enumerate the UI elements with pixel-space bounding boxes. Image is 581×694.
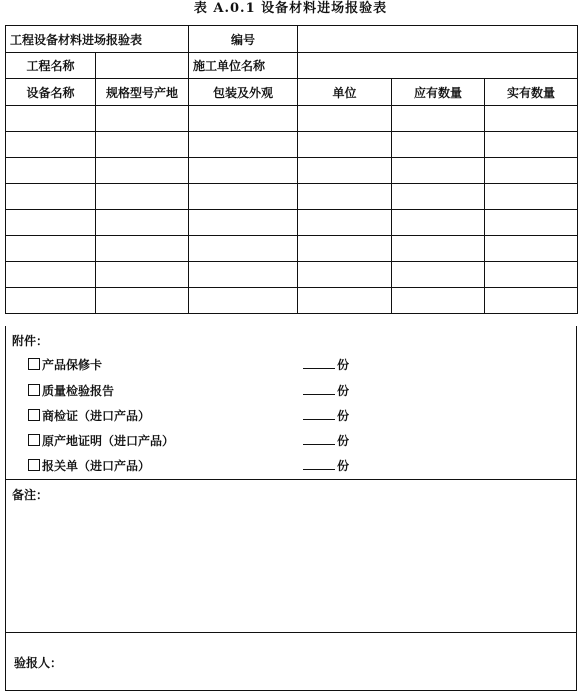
remarks-label: 备注： xyxy=(12,488,49,502)
attachment-count xyxy=(303,382,349,399)
table-cell[interactable] xyxy=(96,288,189,314)
column-header: 实有数量 xyxy=(485,79,578,106)
count-blank[interactable] xyxy=(303,394,335,395)
table-cell[interactable] xyxy=(485,132,578,158)
table-cell[interactable] xyxy=(189,132,298,158)
table-body xyxy=(6,106,578,314)
project-name-label: 工程名称 xyxy=(6,53,96,79)
table-cell[interactable] xyxy=(298,262,392,288)
table-cell[interactable] xyxy=(485,106,578,132)
checkbox[interactable] xyxy=(28,384,40,396)
table-cell[interactable] xyxy=(485,184,578,210)
table-row xyxy=(6,158,578,184)
table-cell[interactable] xyxy=(96,184,189,210)
table-row xyxy=(6,106,578,132)
table-cell[interactable] xyxy=(6,210,96,236)
table-cell[interactable] xyxy=(6,236,96,262)
table-cell[interactable] xyxy=(96,262,189,288)
count-unit: 份 xyxy=(337,434,350,448)
count-unit: 份 xyxy=(337,459,350,473)
checkbox[interactable] xyxy=(28,409,40,421)
table-cell[interactable] xyxy=(485,262,578,288)
attachment-count xyxy=(303,432,349,449)
attachment-item xyxy=(28,382,114,399)
table-cell[interactable] xyxy=(298,106,392,132)
table-cell[interactable] xyxy=(6,132,96,158)
table-cell[interactable] xyxy=(189,236,298,262)
table-cell[interactable] xyxy=(189,288,298,314)
table-cell[interactable] xyxy=(96,132,189,158)
attachment-item xyxy=(28,457,150,474)
table-cell[interactable] xyxy=(392,132,485,158)
table-cell[interactable] xyxy=(6,184,96,210)
table-row xyxy=(6,236,578,262)
table-cell[interactable] xyxy=(298,158,392,184)
table-cell[interactable] xyxy=(96,106,189,132)
count-unit: 份 xyxy=(337,409,350,423)
table-cell[interactable] xyxy=(298,288,392,314)
table-row xyxy=(6,288,578,314)
attachment-label: 质量检验报告 xyxy=(42,384,115,398)
table-row xyxy=(6,262,578,288)
inspection-form-table xyxy=(5,25,578,314)
table-cell[interactable] xyxy=(6,262,96,288)
checkbox[interactable] xyxy=(28,434,40,446)
table-cell[interactable] xyxy=(6,288,96,314)
table-row xyxy=(6,132,578,158)
attachments-label: 附件： xyxy=(12,334,49,348)
count-unit: 份 xyxy=(337,384,350,398)
table-cell[interactable] xyxy=(485,158,578,184)
column-header: 规格型号产地 xyxy=(96,79,189,106)
table-cell[interactable] xyxy=(392,106,485,132)
table-cell[interactable] xyxy=(392,288,485,314)
project-name-field[interactable] xyxy=(96,53,189,79)
count-blank[interactable] xyxy=(303,444,335,445)
column-header: 设备名称 xyxy=(6,79,96,106)
table-cell[interactable] xyxy=(485,210,578,236)
header-row-2 xyxy=(6,53,578,79)
table-cell[interactable] xyxy=(96,158,189,184)
column-header: 包装及外观 xyxy=(189,79,298,106)
attachment-item xyxy=(28,356,102,373)
table-cell[interactable] xyxy=(298,184,392,210)
contractor-field[interactable] xyxy=(298,53,578,79)
contractor-label: 施工单位名称 xyxy=(189,53,298,79)
table-cell[interactable] xyxy=(189,184,298,210)
number-field[interactable] xyxy=(298,26,578,53)
attachment-item xyxy=(28,407,150,424)
table-cell[interactable] xyxy=(96,236,189,262)
attachment-label: 商检证（进口产品） xyxy=(42,409,151,423)
table-cell[interactable] xyxy=(392,210,485,236)
attachment-count xyxy=(303,356,349,373)
signature-label: 验报人： xyxy=(14,656,63,670)
table-cell[interactable] xyxy=(6,158,96,184)
table-cell[interactable] xyxy=(485,236,578,262)
table-row xyxy=(6,184,578,210)
count-blank[interactable] xyxy=(303,419,335,420)
table-cell[interactable] xyxy=(189,262,298,288)
count-unit: 份 xyxy=(337,358,350,372)
table-cell[interactable] xyxy=(392,236,485,262)
column-header: 应有数量 xyxy=(392,79,485,106)
table-cell[interactable] xyxy=(189,158,298,184)
table-cell[interactable] xyxy=(298,236,392,262)
table-cell[interactable] xyxy=(189,106,298,132)
header-row-1 xyxy=(6,26,578,53)
form-name: 工程设备材料进场报验表 xyxy=(6,26,189,53)
column-header-row xyxy=(6,79,578,106)
checkbox[interactable] xyxy=(28,358,40,370)
table-cell[interactable] xyxy=(96,210,189,236)
table-cell[interactable] xyxy=(189,210,298,236)
checkbox[interactable] xyxy=(28,459,40,471)
table-cell[interactable] xyxy=(392,158,485,184)
attachment-count xyxy=(303,457,349,474)
table-cell[interactable] xyxy=(392,262,485,288)
count-blank[interactable] xyxy=(303,469,335,470)
attachments-section xyxy=(5,326,577,480)
signature-section[interactable] xyxy=(5,632,577,691)
attachment-label: 产品保修卡 xyxy=(42,358,103,372)
table-cell[interactable] xyxy=(485,288,578,314)
table-cell[interactable] xyxy=(6,106,96,132)
count-blank[interactable] xyxy=(303,368,335,369)
attachment-item xyxy=(28,432,174,449)
column-header: 单位 xyxy=(298,79,392,106)
table-row xyxy=(6,210,578,236)
table-cell[interactable] xyxy=(392,184,485,210)
number-label: 编号 xyxy=(189,26,298,53)
page-title: 表 A.0.1 设备材料进场报验表 xyxy=(193,1,388,16)
remarks-section[interactable] xyxy=(5,479,577,633)
table-cell[interactable] xyxy=(298,132,392,158)
attachment-label: 原产地证明（进口产品） xyxy=(42,434,175,448)
attachment-count xyxy=(303,407,349,424)
attachment-label: 报关单（进口产品） xyxy=(42,459,151,473)
table-cell[interactable] xyxy=(298,210,392,236)
